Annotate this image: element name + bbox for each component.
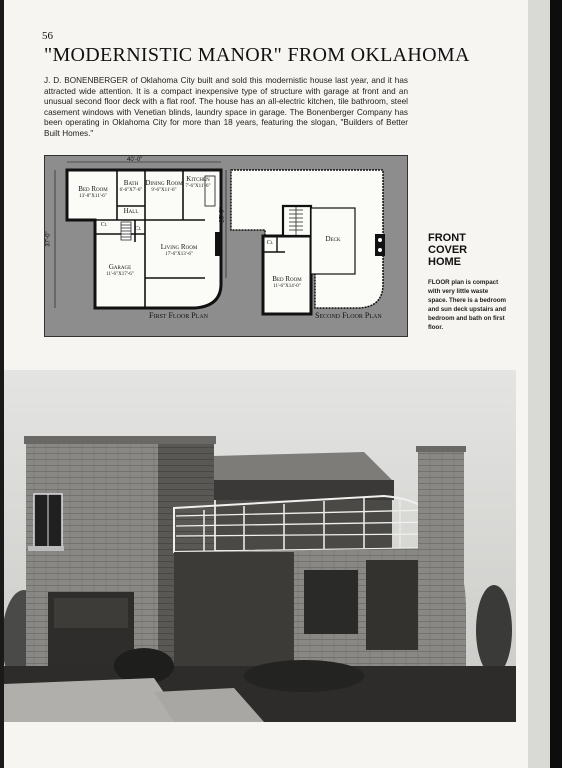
intro-paragraph: J. D. BONENBERGER of Oklahoma City built and sold this modernistic house last year, and it has attracted wide attention. It is a compact inexpensive type of structure with garage at front and an unusual second floor deck with a flat roof. The house has an all-electric kitchen, tile bathroom, steel casement windows with Venetian blinds, laundry space in garage. The Bonenberger Company has been operating in Oklahoma City for more than 18 years, featuring the slogan, "Builders of Better Built Homes." — [44, 76, 408, 138]
plan-width-dimension: 40'-0" — [127, 157, 143, 163]
room-living: Living Room 17'-6"X13'-6" — [160, 243, 198, 257]
room-closet-second: Cl — [266, 240, 274, 246]
room-closet-first: Cl — [100, 222, 108, 228]
room-kitchen: Kitchen 7'-6"X11'-6" — [185, 175, 211, 189]
house-photo-drawing — [4, 370, 516, 722]
room-bath: Bath 6'-6"X7'-6" — [119, 179, 143, 193]
second-floor-caption: Second Floor Plan — [315, 311, 382, 320]
room-dining: Dining Room 9'-6"X11'-6" — [145, 179, 183, 193]
plan-depth-dimension: 37'-0" — [45, 231, 52, 247]
room-garage: Garage 11'-6"X17'-6" — [106, 263, 134, 277]
scan-border — [550, 0, 562, 768]
sidebar-title: FRONT COVER HOME — [428, 232, 468, 268]
plan-side-dimension: 25'-8" — [219, 207, 226, 223]
room-bedroom-first: Bed Room 13'-0"X11'-6" — [78, 185, 108, 199]
room-deck: Deck — [325, 235, 341, 243]
house-photograph — [4, 370, 516, 722]
room-hall: Hall — [123, 207, 139, 215]
floor-plan-drawing — [45, 156, 407, 336]
page-title: "MODERNISTIC MANOR" FROM OKLAHOMA — [44, 44, 470, 66]
room-closet-hall: Cl — [134, 226, 142, 232]
room-bedroom-second: Bed Room 11'-6"X14'-0" — [272, 275, 302, 289]
floor-plan-figure — [44, 155, 408, 337]
first-floor-caption: First Floor Plan — [149, 311, 209, 320]
page-edge — [528, 0, 550, 768]
sidebar-caption: FLOOR plan is compact with very little waste space. There is a bedroom and sun deck upstairs and bedroom and bath on first floor. — [428, 279, 507, 331]
page-number: 56 — [42, 30, 53, 42]
